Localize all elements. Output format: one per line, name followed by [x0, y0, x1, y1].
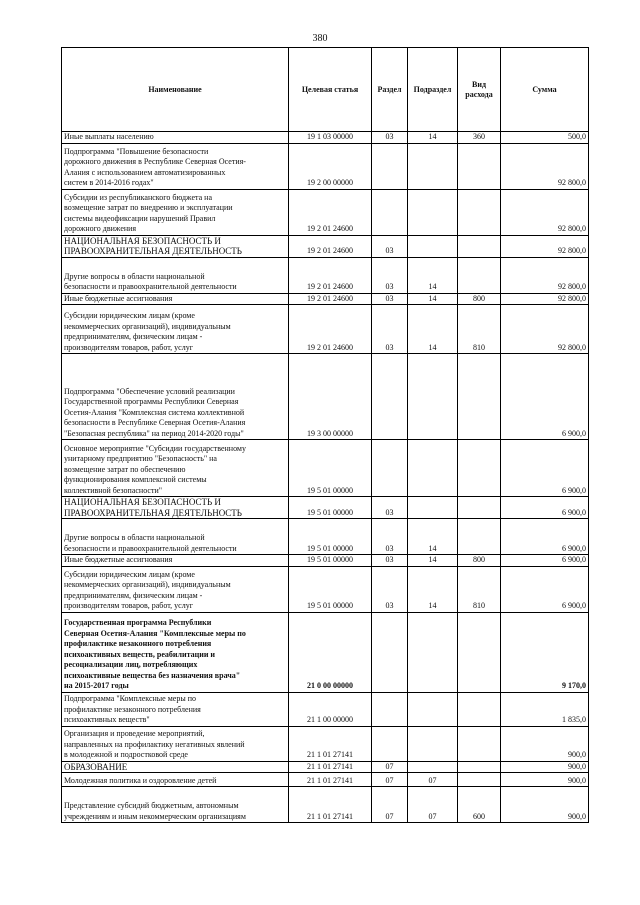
- cell-subsection: [408, 354, 458, 440]
- cell-sum: 92 800,0: [501, 257, 589, 293]
- cell-name: Подпрограмма "Обеспечение условий реализации Государственной программы Республики Северная Осетия-Алания "Комплексная система коллективной безопасности в Республике Северная Осетия-Алания "Безопасная республика" на период 2014-2020 годы": [62, 354, 289, 440]
- cell-sum: 92 800,0: [501, 143, 589, 189]
- cell-target: 19 5 01 00000: [289, 519, 372, 555]
- table-row: [62, 773, 589, 787]
- cell-section: 03: [372, 555, 408, 567]
- cell-expense: [458, 519, 501, 555]
- cell-expense: [458, 440, 501, 497]
- table-row: [62, 293, 589, 305]
- table-row: [62, 692, 589, 726]
- cell-sum: 900,0: [501, 773, 589, 787]
- cell-expense: [458, 497, 501, 519]
- header-target: Целевая статья: [289, 48, 372, 132]
- cell-sum: 92 800,0: [501, 189, 589, 235]
- cell-expense: 600: [458, 787, 501, 823]
- table-row: [62, 787, 589, 823]
- cell-target: 19 2 01 24600: [289, 189, 372, 235]
- cell-expense: [458, 257, 501, 293]
- cell-expense: [458, 143, 501, 189]
- cell-target: 19 1 03 00000: [289, 132, 372, 144]
- budget-table: [61, 47, 589, 823]
- cell-sum: 6 900,0: [501, 354, 589, 440]
- cell-section: 03: [372, 132, 408, 144]
- table-row: [62, 257, 589, 293]
- cell-name: Иные бюджетные ассигнования: [62, 293, 289, 305]
- cell-target: 19 2 01 24600: [289, 257, 372, 293]
- cell-target: 19 5 01 00000: [289, 497, 372, 519]
- cell-expense: 360: [458, 132, 501, 144]
- cell-expense: 810: [458, 305, 501, 354]
- cell-name: Другие вопросы в области национальной безопасности и правоохранительной деятельности: [62, 519, 289, 555]
- table-row: [62, 726, 589, 761]
- cell-expense: [458, 235, 501, 257]
- cell-expense: 810: [458, 566, 501, 612]
- cell-name: НАЦИОНАЛЬНАЯ БЕЗОПАСНОСТЬ И ПРАВООХРАНИТЕЛЬНАЯ ДЕЯТЕЛЬНОСТЬ: [62, 497, 289, 519]
- cell-target: 21 0 00 00000: [289, 612, 372, 692]
- cell-section: 03: [372, 566, 408, 612]
- cell-expense: 800: [458, 555, 501, 567]
- cell-expense: [458, 726, 501, 761]
- cell-expense: [458, 612, 501, 692]
- cell-target: 19 2 01 24600: [289, 305, 372, 354]
- table-row: [62, 305, 589, 354]
- table-row: [62, 354, 589, 440]
- cell-subsection: [408, 692, 458, 726]
- cell-subsection: 14: [408, 305, 458, 354]
- cell-expense: [458, 692, 501, 726]
- cell-section: 07: [372, 787, 408, 823]
- cell-name: Субсидии юридическим лицам (кроме некоммерческих организаций), индивидуальным предпринимателям, физическим лицам - производителям товаров, работ, услуг: [62, 305, 289, 354]
- cell-subsection: 14: [408, 132, 458, 144]
- table-row: [62, 761, 589, 773]
- cell-target: 19 2 01 24600: [289, 293, 372, 305]
- cell-sum: 92 800,0: [501, 235, 589, 257]
- cell-name: Молодежная политика и оздоровление детей: [62, 773, 289, 787]
- cell-sum: 92 800,0: [501, 305, 589, 354]
- header-subsection: Подраздел: [408, 48, 458, 132]
- cell-subsection: 14: [408, 566, 458, 612]
- cell-section: 07: [372, 773, 408, 787]
- cell-subsection: 14: [408, 519, 458, 555]
- cell-name: Субсидии юридическим лицам (кроме некоммерческих организаций), индивидуальным предпринимателям, физическим лицам - производителям товаров, работ, услуг: [62, 566, 289, 612]
- cell-target: 19 3 00 00000: [289, 354, 372, 440]
- cell-sum: 900,0: [501, 726, 589, 761]
- cell-sum: 6 900,0: [501, 566, 589, 612]
- table-header-row: [62, 48, 589, 132]
- cell-section: [372, 143, 408, 189]
- cell-subsection: [408, 189, 458, 235]
- header-expense: Вид расхода: [458, 48, 501, 132]
- cell-expense: 800: [458, 293, 501, 305]
- cell-sum: 900,0: [501, 761, 589, 773]
- cell-sum: 92 800,0: [501, 293, 589, 305]
- cell-name: Подпрограмма "Повышение безопасности дорожного движения в Республике Северная Осетия- Алания с использованием автоматизированных систем в 2014-2016 годах": [62, 143, 289, 189]
- cell-target: 21 1 00 00000: [289, 692, 372, 726]
- cell-expense: [458, 761, 501, 773]
- cell-section: [372, 726, 408, 761]
- cell-subsection: [408, 440, 458, 497]
- table-row: [62, 566, 589, 612]
- cell-subsection: [408, 497, 458, 519]
- cell-name: Основное мероприятие "Субсидии государственному унитарному предприятию "Безопасность" на возмещение затрат по обеспечению функционирования комплексной системы коллективной безопасности": [62, 440, 289, 497]
- header-sum: Сумма: [501, 48, 589, 132]
- cell-subsection: [408, 143, 458, 189]
- cell-name: Государственная программа Республики Северная Осетия-Алания "Комплексные меры по профилактике незаконного потребления психоактивных веществ, реабилитации и ресоциализации лиц, потребляющих психоактивные вещества без назначения врача" на 2015-2017 годы: [62, 612, 289, 692]
- cell-subsection: 07: [408, 773, 458, 787]
- cell-sum: 6 900,0: [501, 555, 589, 567]
- cell-subsection: [408, 761, 458, 773]
- cell-sum: 500,0: [501, 132, 589, 144]
- cell-target: 21 1 01 27141: [289, 787, 372, 823]
- cell-name: Иные выплаты населению: [62, 132, 289, 144]
- cell-target: 21 1 01 27141: [289, 726, 372, 761]
- cell-section: 03: [372, 235, 408, 257]
- cell-section: [372, 692, 408, 726]
- cell-section: [372, 354, 408, 440]
- cell-section: 03: [372, 293, 408, 305]
- table-row: [62, 189, 589, 235]
- cell-target: 21 1 01 27141: [289, 761, 372, 773]
- cell-expense: [458, 189, 501, 235]
- table-row: [62, 612, 589, 692]
- cell-subsection: 14: [408, 293, 458, 305]
- cell-sum: 900,0: [501, 787, 589, 823]
- cell-section: 03: [372, 497, 408, 519]
- cell-expense: [458, 773, 501, 787]
- cell-subsection: [408, 726, 458, 761]
- table-row: [62, 519, 589, 555]
- cell-subsection: [408, 235, 458, 257]
- cell-subsection: 07: [408, 787, 458, 823]
- table-row: [62, 235, 589, 257]
- cell-section: 03: [372, 305, 408, 354]
- cell-name: Иные бюджетные ассигнования: [62, 555, 289, 567]
- header-section: Раздел: [372, 48, 408, 132]
- cell-section: 07: [372, 761, 408, 773]
- cell-section: 03: [372, 257, 408, 293]
- table-row: [62, 555, 589, 567]
- table-row: [62, 497, 589, 519]
- cell-sum: 6 900,0: [501, 440, 589, 497]
- cell-section: [372, 440, 408, 497]
- cell-sum: 6 900,0: [501, 497, 589, 519]
- cell-target: 19 5 01 00000: [289, 555, 372, 567]
- page-number: 380: [312, 33, 328, 44]
- cell-subsection: 14: [408, 257, 458, 293]
- cell-sum: 6 900,0: [501, 519, 589, 555]
- header-name: Наименование: [62, 48, 289, 132]
- cell-section: 03: [372, 519, 408, 555]
- cell-target: 19 2 01 24600: [289, 235, 372, 257]
- cell-section: [372, 189, 408, 235]
- cell-name: Организация и проведение мероприятий, направленных на профилактику негативных явлений в молодежной и подростковой среде: [62, 726, 289, 761]
- table-row: [62, 440, 589, 497]
- cell-name: Другие вопросы в области национальной безопасности и правоохранительной деятельности: [62, 257, 289, 293]
- cell-sum: 9 170,0: [501, 612, 589, 692]
- cell-name: ОБРАЗОВАНИЕ: [62, 761, 289, 773]
- table-row: [62, 143, 589, 189]
- cell-subsection: 14: [408, 555, 458, 567]
- table-row: [62, 132, 589, 144]
- cell-subsection: [408, 612, 458, 692]
- cell-target: 21 1 01 27141: [289, 773, 372, 787]
- cell-target: 19 5 01 00000: [289, 566, 372, 612]
- cell-name: Подпрограмма "Комплексные меры по профилактике незаконного потребления психоактивных веществ": [62, 692, 289, 726]
- cell-target: 19 5 01 00000: [289, 440, 372, 497]
- cell-target: 19 2 00 00000: [289, 143, 372, 189]
- cell-name: Субсидии из республиканского бюджета на возмещение затрат по внедрению и эксплуатации системы видеофиксации нарушений Правил дорожного движения: [62, 189, 289, 235]
- cell-name: НАЦИОНАЛЬНАЯ БЕЗОПАСНОСТЬ И ПРАВООХРАНИТЕЛЬНАЯ ДЕЯТЕЛЬНОСТЬ: [62, 235, 289, 257]
- cell-sum: 1 835,0: [501, 692, 589, 726]
- cell-section: [372, 612, 408, 692]
- cell-name: Представление субсидий бюджетным, автономным учреждениям и иным некоммерческим организациям: [62, 787, 289, 823]
- cell-expense: [458, 354, 501, 440]
